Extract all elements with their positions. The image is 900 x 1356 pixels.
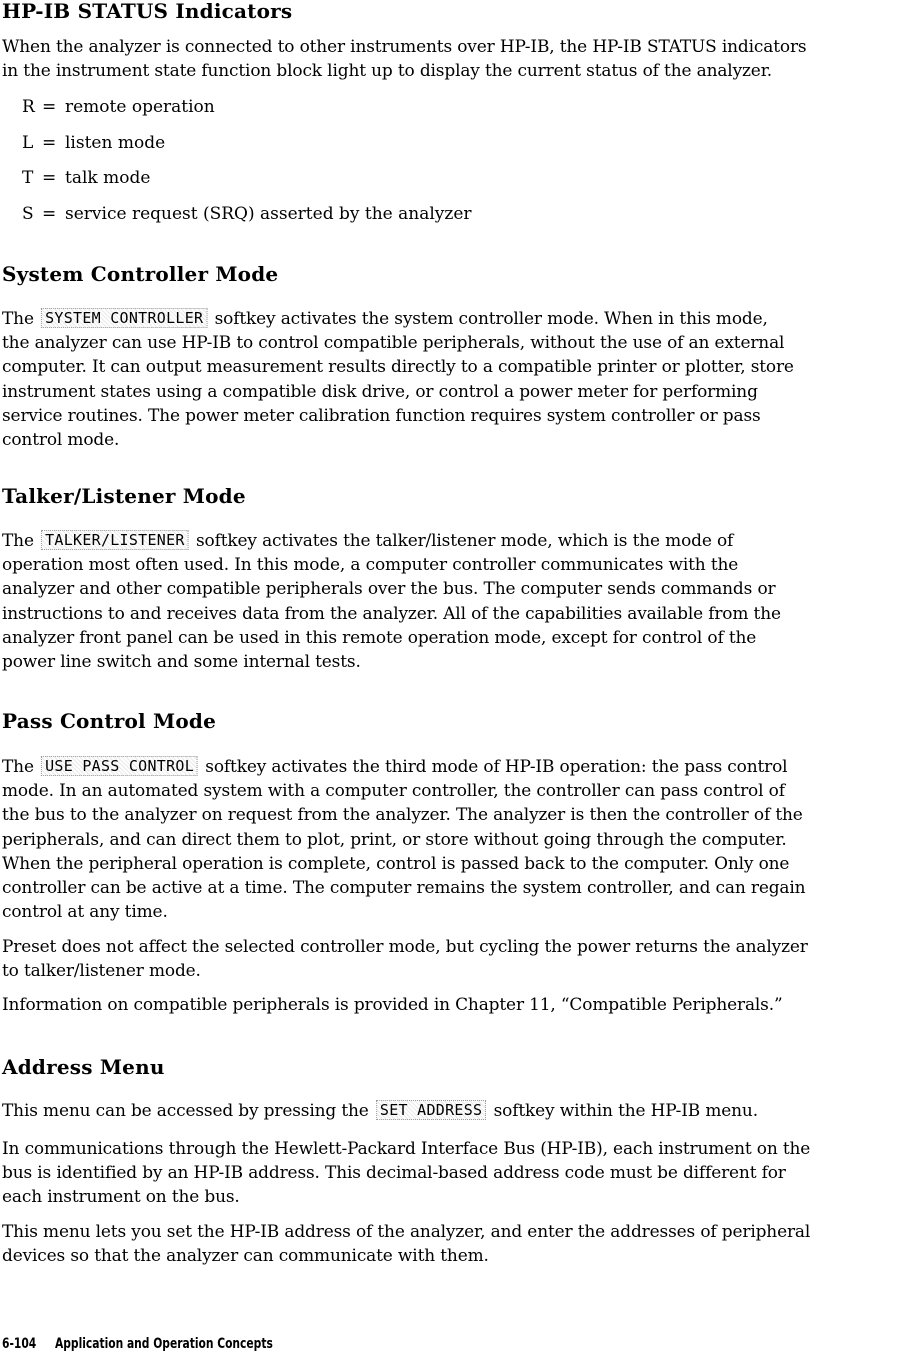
status-desc: remote operation	[65, 97, 215, 117]
text-line: This menu lets you set the HP-IB address of the analyzer, and enter the addresses of peripheral	[2, 1222, 811, 1242]
status-equals: =	[42, 204, 57, 224]
status-equals: =	[42, 97, 57, 117]
talker-listener-paragraph	[2, 529, 898, 674]
status-key: R	[22, 97, 35, 117]
heading-hpib-status: HP-IB STATUS Indicators	[2, 0, 293, 23]
status-item-r	[22, 95, 215, 119]
page-number: 6-104	[2, 1336, 37, 1352]
status-key: S	[22, 204, 34, 224]
lead-rest: softkey activates the system controller mode. When in this mode,	[214, 309, 768, 329]
status-key: L	[22, 133, 34, 153]
text-line: When the analyzer is connected to other instruments over HP-IB, the HP-IB STATUS indicators	[2, 37, 807, 57]
text-line: power line switch and some internal tests.	[2, 652, 361, 673]
text-line: each instrument on the bus.	[2, 1187, 240, 1208]
lead-text: This menu can be accessed by pressing the	[2, 1101, 369, 1121]
text-line: instrument states using a compatible disk drive, or control a power meter for performing	[2, 381, 758, 402]
text-line: service routines. The power meter calibration function requires system controller or pass	[2, 405, 761, 426]
text-line: analyzer and other compatible peripherals over the bus. The computer sends commands or	[2, 579, 776, 600]
status-key: T	[22, 168, 34, 188]
address-menu-paragraph-3	[2, 1220, 898, 1268]
status-desc: listen mode	[65, 133, 166, 153]
text-line: control at any time.	[2, 902, 168, 923]
text-line: computer. It can output measurement results directly to a compatible printer or plotter, store	[2, 357, 794, 378]
text-line: Information on compatible peripherals is provided in Chapter 11, “Compatible Peripherals.”	[2, 995, 783, 1015]
status-item-t	[22, 166, 150, 190]
status-item-l	[22, 131, 165, 155]
heading-address-menu: Address Menu	[2, 1055, 165, 1079]
preset-paragraph	[2, 935, 898, 983]
text-line: in the instrument state function block light up to display the current status of the analyzer.	[2, 61, 773, 82]
status-desc: service request (SRQ) asserted by the analyzer	[65, 204, 472, 224]
page-footer	[2, 1336, 273, 1352]
address-menu-paragraph-1	[2, 1099, 898, 1123]
status-equals: =	[42, 168, 57, 188]
text-line: mode. In an automated system with a computer controller, the controller can pass control of	[2, 781, 785, 802]
text-line: devices so that the analyzer can communicate with them.	[2, 1246, 489, 1267]
text-line: peripherals, and can direct them to plot, print, or store without going through the computer.	[2, 829, 787, 850]
text-line: the bus to the analyzer on request from the analyzer. The analyzer is then the controller of the	[2, 805, 803, 826]
text-line: instructions to and receives data from the analyzer. All of the capabilities available from the	[2, 603, 781, 624]
text-line: the analyzer can use HP-IB to control compatible peripherals, without the use of an external	[2, 333, 785, 354]
softkey-talker-listener[interactable]: TALKER/LISTENER	[41, 530, 189, 550]
address-menu-paragraph-2	[2, 1137, 898, 1210]
system-controller-paragraph	[2, 307, 898, 452]
text-line: When the peripheral operation is complete, control is passed back to the computer. Only one	[2, 853, 790, 874]
text-line: bus is identified by an HP-IB address. This decimal-based address code must be different for	[2, 1163, 786, 1184]
lead-rest: softkey activates the third mode of HP-IB operation: the pass control	[205, 757, 788, 777]
lead-text: The	[2, 757, 34, 777]
heading-talker-listener: Talker/Listener Mode	[2, 484, 246, 508]
pass-control-paragraph	[2, 755, 898, 924]
status-item-s	[22, 202, 472, 226]
lead-rest: softkey activates the talker/listener mode, which is the mode of	[195, 531, 734, 551]
status-equals: =	[42, 133, 57, 153]
status-desc: talk mode	[65, 168, 151, 188]
text-line: In communications through the Hewlett-Packard Interface Bus (HP-IB), each instrument on the	[2, 1139, 811, 1159]
text-line	[2, 307, 896, 331]
softkey-use-pass-control[interactable]: USE PASS CONTROL	[41, 756, 198, 776]
softkey-set-address[interactable]: SET ADDRESS	[376, 1100, 486, 1120]
lead-rest: softkey within the HP-IB menu.	[493, 1101, 758, 1121]
text-line	[2, 529, 896, 553]
heading-pass-control: Pass Control Mode	[2, 709, 217, 733]
text-line: controller can be active at a time. The computer remains the system controller, and can regain	[2, 878, 806, 899]
text-line: operation most often used. In this mode, a computer controller communicates with the	[2, 555, 739, 576]
text-line	[2, 1099, 896, 1123]
text-line: control mode.	[2, 430, 120, 451]
softkey-system-controller[interactable]: SYSTEM CONTROLLER	[41, 308, 207, 328]
lead-text: The	[2, 531, 34, 551]
text-line: analyzer front panel can be used in this remote operation mode, except for control of the	[2, 627, 757, 648]
hpib-status-intro	[2, 35, 898, 83]
lead-text: The	[2, 309, 34, 329]
heading-system-controller: System Controller Mode	[2, 262, 279, 286]
chapter-title: Application and Operation Concepts	[54, 1336, 273, 1352]
info-paragraph	[2, 993, 898, 1017]
text-line	[2, 755, 896, 779]
text-line: to talker/listener mode.	[2, 961, 201, 982]
text-line: Preset does not affect the selected controller mode, but cycling the power returns the analyzer	[2, 937, 808, 957]
